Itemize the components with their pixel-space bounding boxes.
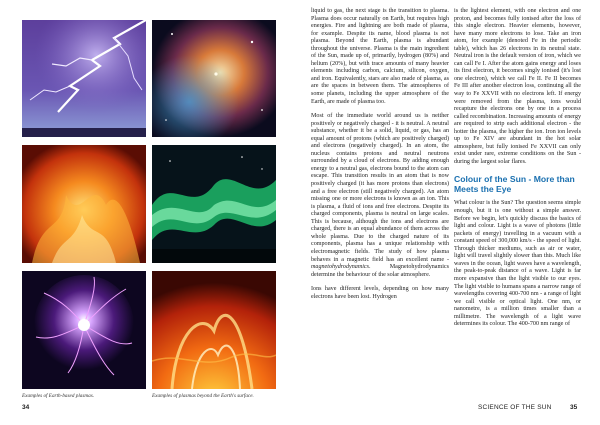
paragraph-ion-levels: Ions have different levels, depending on how many electrons have been lost. Hydrogen (311, 286, 449, 300)
earth-plasmas-caption: Examples of Earth-based plasmas. (22, 393, 95, 399)
paragraph-neutral-matter: Most of the immediate world around us is neither positively or negatively charged - it is neutral. A neutral substance, whether it be a solid, liquid, or gas, has an equal amount of protons (which are positively charged) and electrons (negatively charged). In an atom, the nucleus contains protons and neutral neutrons surrounded by a cloud of electrons. By adding enough energy to a neutral gas, electrons bound to the atom can escape. This transition results in an atom that is now positively charged (it has more protons than electrons) and a free electron (still negatively charged). An atom missing one or more electrons is known as an ion. This is plasma, a fluid of ions and free electrons. Despite its charged components, plasma is neutral on large scales. This is because, although the ions and electrons are charged, there is an equal abundance of them across the whole plasma. Due to the charged nature of its components, plasma has a unique relationship with electromagnetic fields. The study of how plasma behaves in a magnetic field has an excellent name - magnetohydrodynamics. Magnetohydrodynamics determine the behaviour of the solar atmosphere. (311, 113, 449, 278)
paragraph-plasma-intro: liquid to gas, the next stage is the transition to plasma. Plasma does occur naturally on Earth, but requires high energies. Fire and lightning are both made of plasma, for example. Despite its name, blood plasma is not plasma. Beyond the Earth, plasma is abundant throughout the universe. Plasma is the main ingredient of the Sun, made up of, primarily, hydrogen (80%) and helium (20%), but with trace amounts of many heavier elements including carbon, calcium, silicon, oxygen, and iron. Equivalently, stars are also made of plasma, as are the spaces in between them. The atmospheres of some planets, including the upper atmosphere of the Earth, are made of plasma too. (311, 8, 449, 105)
paragraph-iron-ions: is the lightest element, with one electron and one proton, and becomes fully ionised after the loss of this single electron. Heavier elements, however, have many more electrons to lose. Take an iron atom, for example (denoted Fe in the periodic table), which has 26 electrons in its neutral state. Neutral iron is the default version of iron, which we can call Fe I. After the atom gains energy and loses its first electron, it becomes singly ionised (it's lost one electron), which we call Fe II. Fe II becomes Fe III after another electron loss, continuing all the way to Fe XXVII with no electrons left. If energy were removed from the plasma, ions would recapture the electrons one by one in a process called recombination. Increasing amounts of energy are required to strip each additional electron - the hotter the plasma, the higher the ion. Iron ion levels up to Fe XIV are abundant in the hot solar atmosphere, but fully ionised Fe XXVII can only exist under rare, extreme conditions on the Sun - during the largest solar flares. (454, 8, 581, 165)
nebula-photo (152, 20, 276, 137)
right-page-number: 35 (570, 404, 578, 411)
paragraph-colour-of-sun: What colour is the Sun? The question seems simple enough, but it is one without a simple answer. Before we begin, let's quickly discuss the basics of light and colour. Light is a wave of photons (little packets of energy) travelling in a vacuum with a constant speed of 300,000 km/s - the speed of light. Through thicker mediums, such as air or water, light will travel slightly slower than this. Much like waves in the ocean, light waves have a wavelength, the peak-to-peak distance of a wave. Light is far more expansive than the light visible to our eyes. The light visible to humans spans a narrow range of wavelengths covering 400-700 nm - a range of light we call visible or optical light. One nm, or nanometre, is a million times smaller than a millimetre. The wavelength of a light wave determines its colour. The 400-700 nm range of (454, 200, 581, 328)
fire-photo (22, 145, 146, 263)
plasma-ball-photo (22, 271, 146, 389)
term-magnetohydrodynamics: magnetohydrodynamics (311, 264, 369, 271)
text-column-1 (311, 8, 449, 301)
text-column-2 (454, 8, 581, 329)
solar-flare-photo (152, 271, 276, 389)
lightning-photo (22, 20, 146, 137)
left-page-number: 34 (22, 404, 30, 411)
aurora-photo (152, 145, 276, 263)
space-plasmas-caption: Examples of plasmas beyond the Earth's surface. (152, 393, 254, 399)
running-header: SCIENCE OF THE SUN (478, 404, 552, 411)
section-heading-colour: Colour of the Sun - More than Meets the Eye (454, 174, 575, 195)
